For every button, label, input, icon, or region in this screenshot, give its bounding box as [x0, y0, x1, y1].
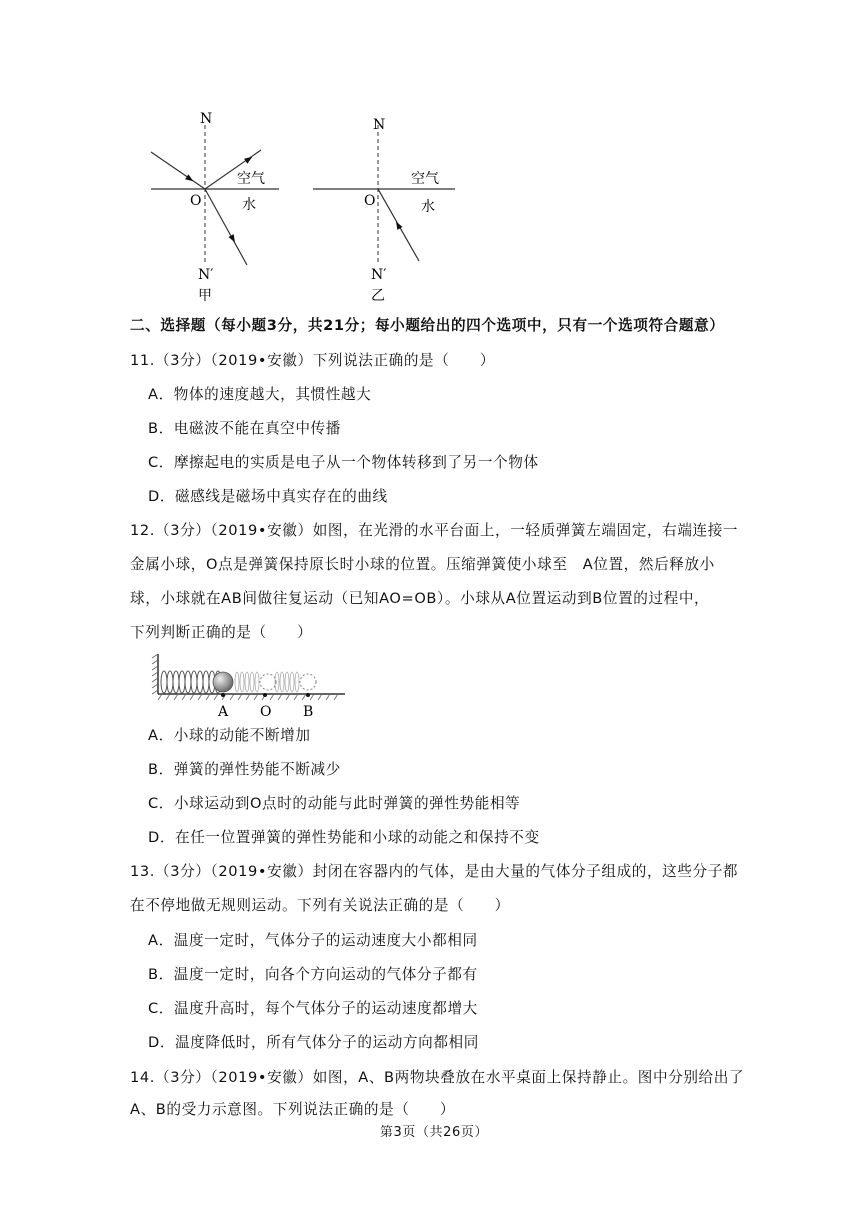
q11-option-d: D．磁感线是磁场中真实存在的曲线 — [148, 488, 388, 505]
q13-option-d: D．温度降低时，所有气体分子的运动方向都相同 — [148, 1034, 479, 1051]
spring-ball-figure — [150, 650, 350, 720]
q12-option-a: A．小球的动能不断增加 — [148, 727, 311, 744]
question-12-stem-2: 金属小球，O点是弹簧保持原长时小球的位置。压缩弹簧使小球至 A位置，然后释放小 — [130, 556, 715, 573]
question-13-stem: 13.（3分）（2019•安徽）封闭在容器内的气体，是由大量的气体分子组成的，这些分子都 — [130, 863, 739, 880]
q13-option-a: A．温度一定时，气体分子的运动速度大小都相同 — [148, 932, 478, 949]
question-12-stem: 12.（3分）（2019•安徽）如图，在光滑的水平台面上，一轻质弹簧左端固定，右端连接一 — [130, 522, 739, 539]
question-11-stem: 11.（3分）（2019•安徽）下列说法正确的是（ ） — [130, 352, 496, 369]
question-12-stem-3: 球，小球就在AB间做往复运动（已知AO=OB）。小球从A位置运动到B位置的过程中， — [130, 590, 710, 607]
section-heading: 二、选择题（每小题3分，共21分；每小题给出的四个选项中，只有一个选项符合题意） — [130, 317, 725, 334]
q12-option-c: C．小球运动到O点时的动能与此时弹簧的弹性势能相等 — [148, 795, 521, 812]
q12-option-d: D．在任一位置弹簧的弹性势能和小球的动能之和保持不变 — [148, 829, 540, 846]
caption-yi: 乙 — [371, 288, 385, 304]
label-n-prime: N′ — [371, 267, 387, 283]
q13-option-c: C．温度升高时，每个气体分子的运动速度都增大 — [148, 1000, 478, 1017]
caption-jia: 甲 — [198, 288, 212, 304]
question-14-stem-2: A、B的受力示意图。下列说法正确的是（ ） — [130, 1101, 456, 1118]
label-o: O — [364, 193, 376, 209]
refraction-figure-jia — [145, 105, 285, 305]
page-footer: 第3页（共26页） — [379, 1125, 489, 1140]
q11-option-a: A．物体的速度越大，其惯性越大 — [148, 386, 372, 403]
label-water: 水 — [242, 197, 256, 213]
q12-option-b: B．弹簧的弹性势能不断减少 — [148, 761, 341, 778]
label-n-prime: N′ — [198, 267, 214, 283]
label-n: N — [373, 117, 386, 133]
label-n: N — [200, 111, 213, 127]
question-12-stem-4: 下列判断正确的是（ ） — [130, 624, 313, 641]
question-14-stem: 14.（3分）（2019•安徽）如图，A、B两物块叠放在水平桌面上保持静止。图中分别给出了 — [130, 1069, 745, 1086]
label-water: 水 — [421, 199, 435, 215]
label-o: O — [190, 193, 202, 209]
q11-option-b: B．电磁波不能在真空中传播 — [148, 420, 341, 437]
refraction-figure-yi — [305, 105, 465, 305]
q11-option-c: C．摩擦起电的实质是电子从一个物体转移到了另一个物体 — [148, 454, 539, 471]
question-13-stem-2: 在不停地做无规则运动。下列有关说法正确的是（ ） — [130, 897, 510, 914]
label-o: O — [260, 704, 272, 720]
q13-option-b: B．温度一定时，向各个方向运动的气体分子都有 — [148, 966, 478, 983]
label-b: B — [303, 704, 314, 720]
label-a: A — [218, 704, 229, 720]
label-air: 空气 — [237, 171, 265, 187]
label-air: 空气 — [411, 171, 439, 187]
